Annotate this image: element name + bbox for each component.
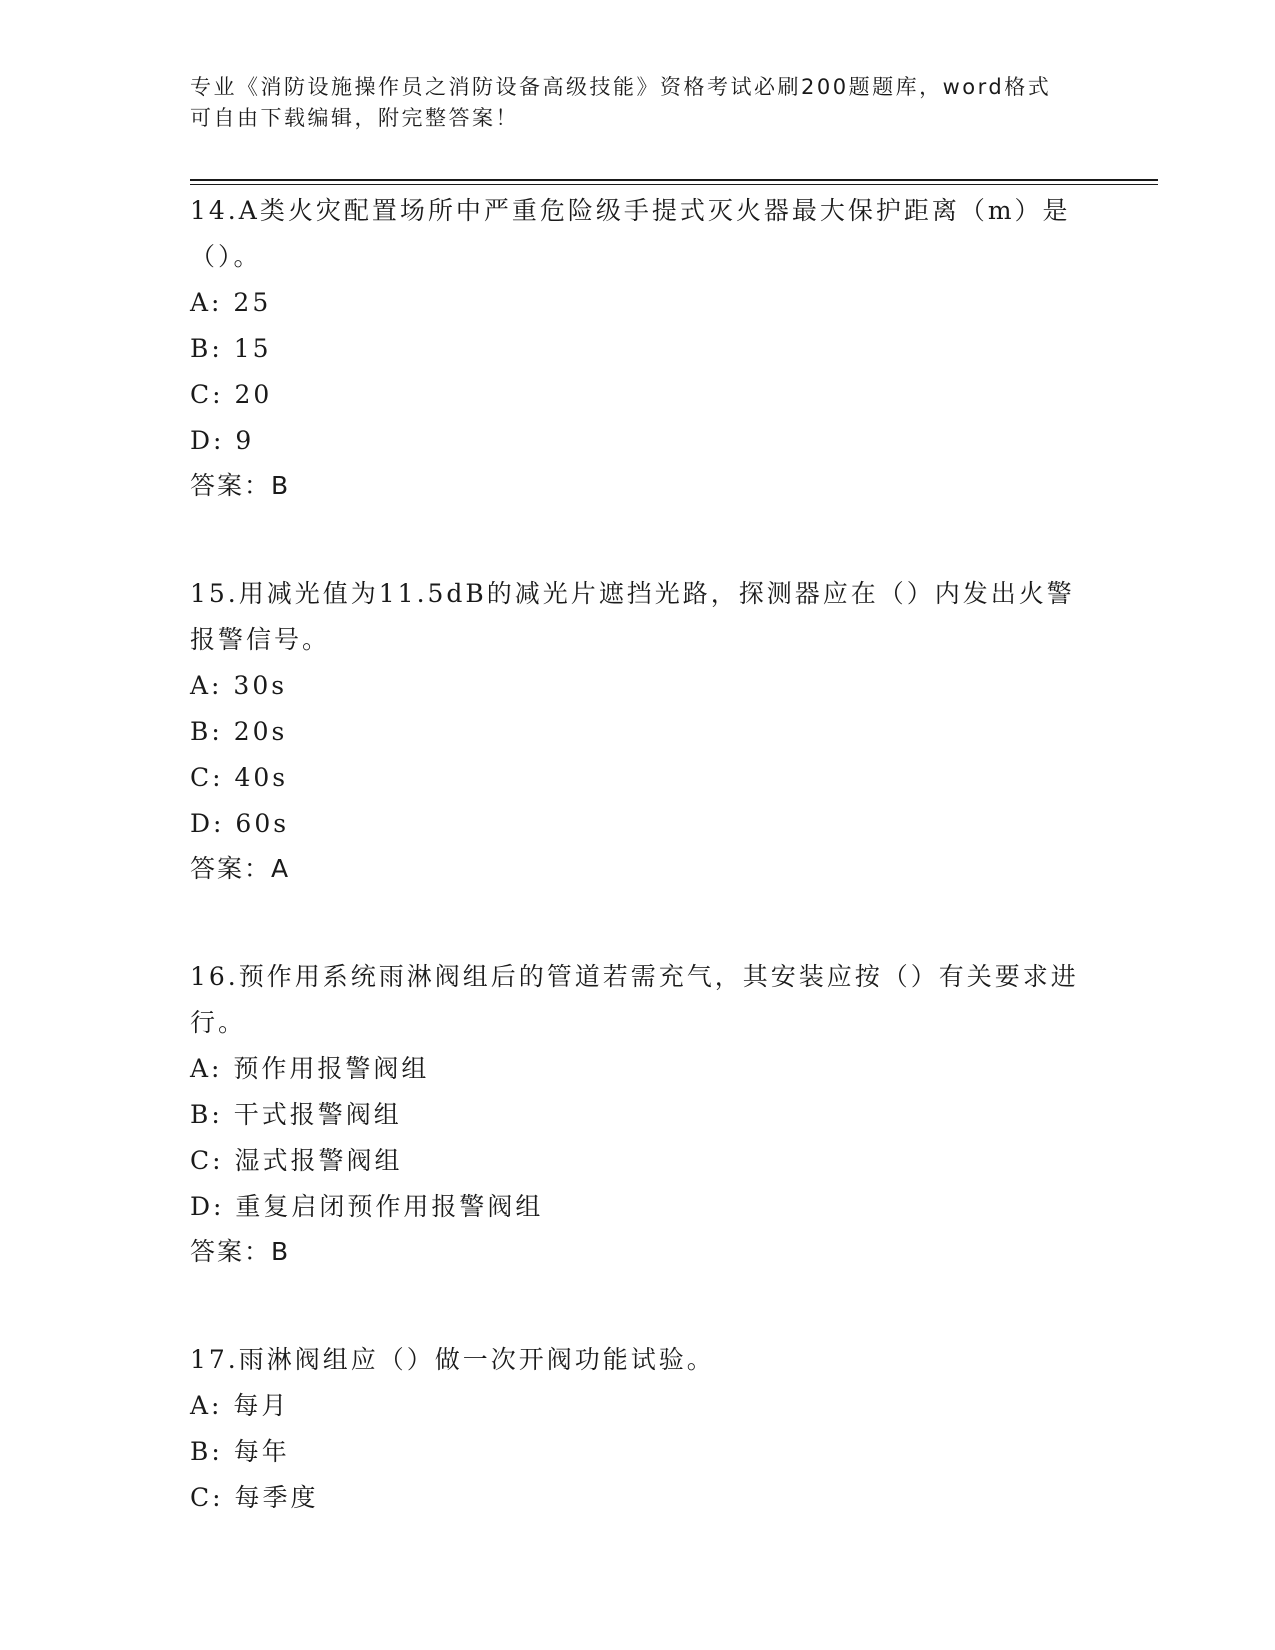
option-b: B: 20s (190, 717, 288, 746)
option-c: C: 湿式报警阀组 (190, 1146, 403, 1175)
option-d: D: 9 (190, 426, 255, 455)
option-d: D: 重复启闭预作用报警阀组 (190, 1192, 544, 1221)
answer-label: 答案：B (190, 471, 291, 500)
option-a: A: 30s (190, 671, 288, 700)
option-a: A: 25 (190, 288, 272, 317)
question-block (190, 1337, 1090, 1521)
option-b: B: 干式报警阀组 (190, 1100, 402, 1129)
option-a: A: 预作用报警阀组 (190, 1054, 430, 1083)
question-block (190, 188, 1090, 508)
option-a: A: 每月 (190, 1391, 290, 1420)
header-divider-thin (190, 184, 1158, 185)
option-c: C: 20 (190, 380, 273, 409)
question-text: 15.用减光值为11.5dB的减光片遮挡光路，探测器应在（）内发出火警报警信号。 (190, 579, 1075, 654)
question-block (190, 954, 1090, 1274)
header-divider-thick (190, 179, 1158, 181)
answer-label: 答案：B (190, 1237, 291, 1266)
option-b: B: 每年 (190, 1437, 290, 1466)
question-text: 16.预作用系统雨淋阀组后的管道若需充气，其安装应按（）有关要求进行。 (190, 962, 1079, 1037)
option-d: D: 60s (190, 809, 290, 838)
question-text: 17.雨淋阀组应（）做一次开阀功能试验。 (190, 1345, 715, 1374)
question-block (190, 571, 1090, 891)
document-intro: 专业《消防设施操作员之消防设备高级技能》资格考试必刷200题题库，word格式可自由下载编辑，附完整答案！ (190, 75, 1052, 130)
option-b: B: 15 (190, 334, 272, 363)
option-c: C: 每季度 (190, 1483, 319, 1512)
question-text: 14.A类火灾配置场所中严重危险级手提式灭火器最大保护距离（m）是（）。 (190, 196, 1071, 271)
option-c: C: 40s (190, 763, 289, 792)
answer-label: 答案：A (190, 854, 291, 883)
question-list (190, 188, 1090, 1584)
